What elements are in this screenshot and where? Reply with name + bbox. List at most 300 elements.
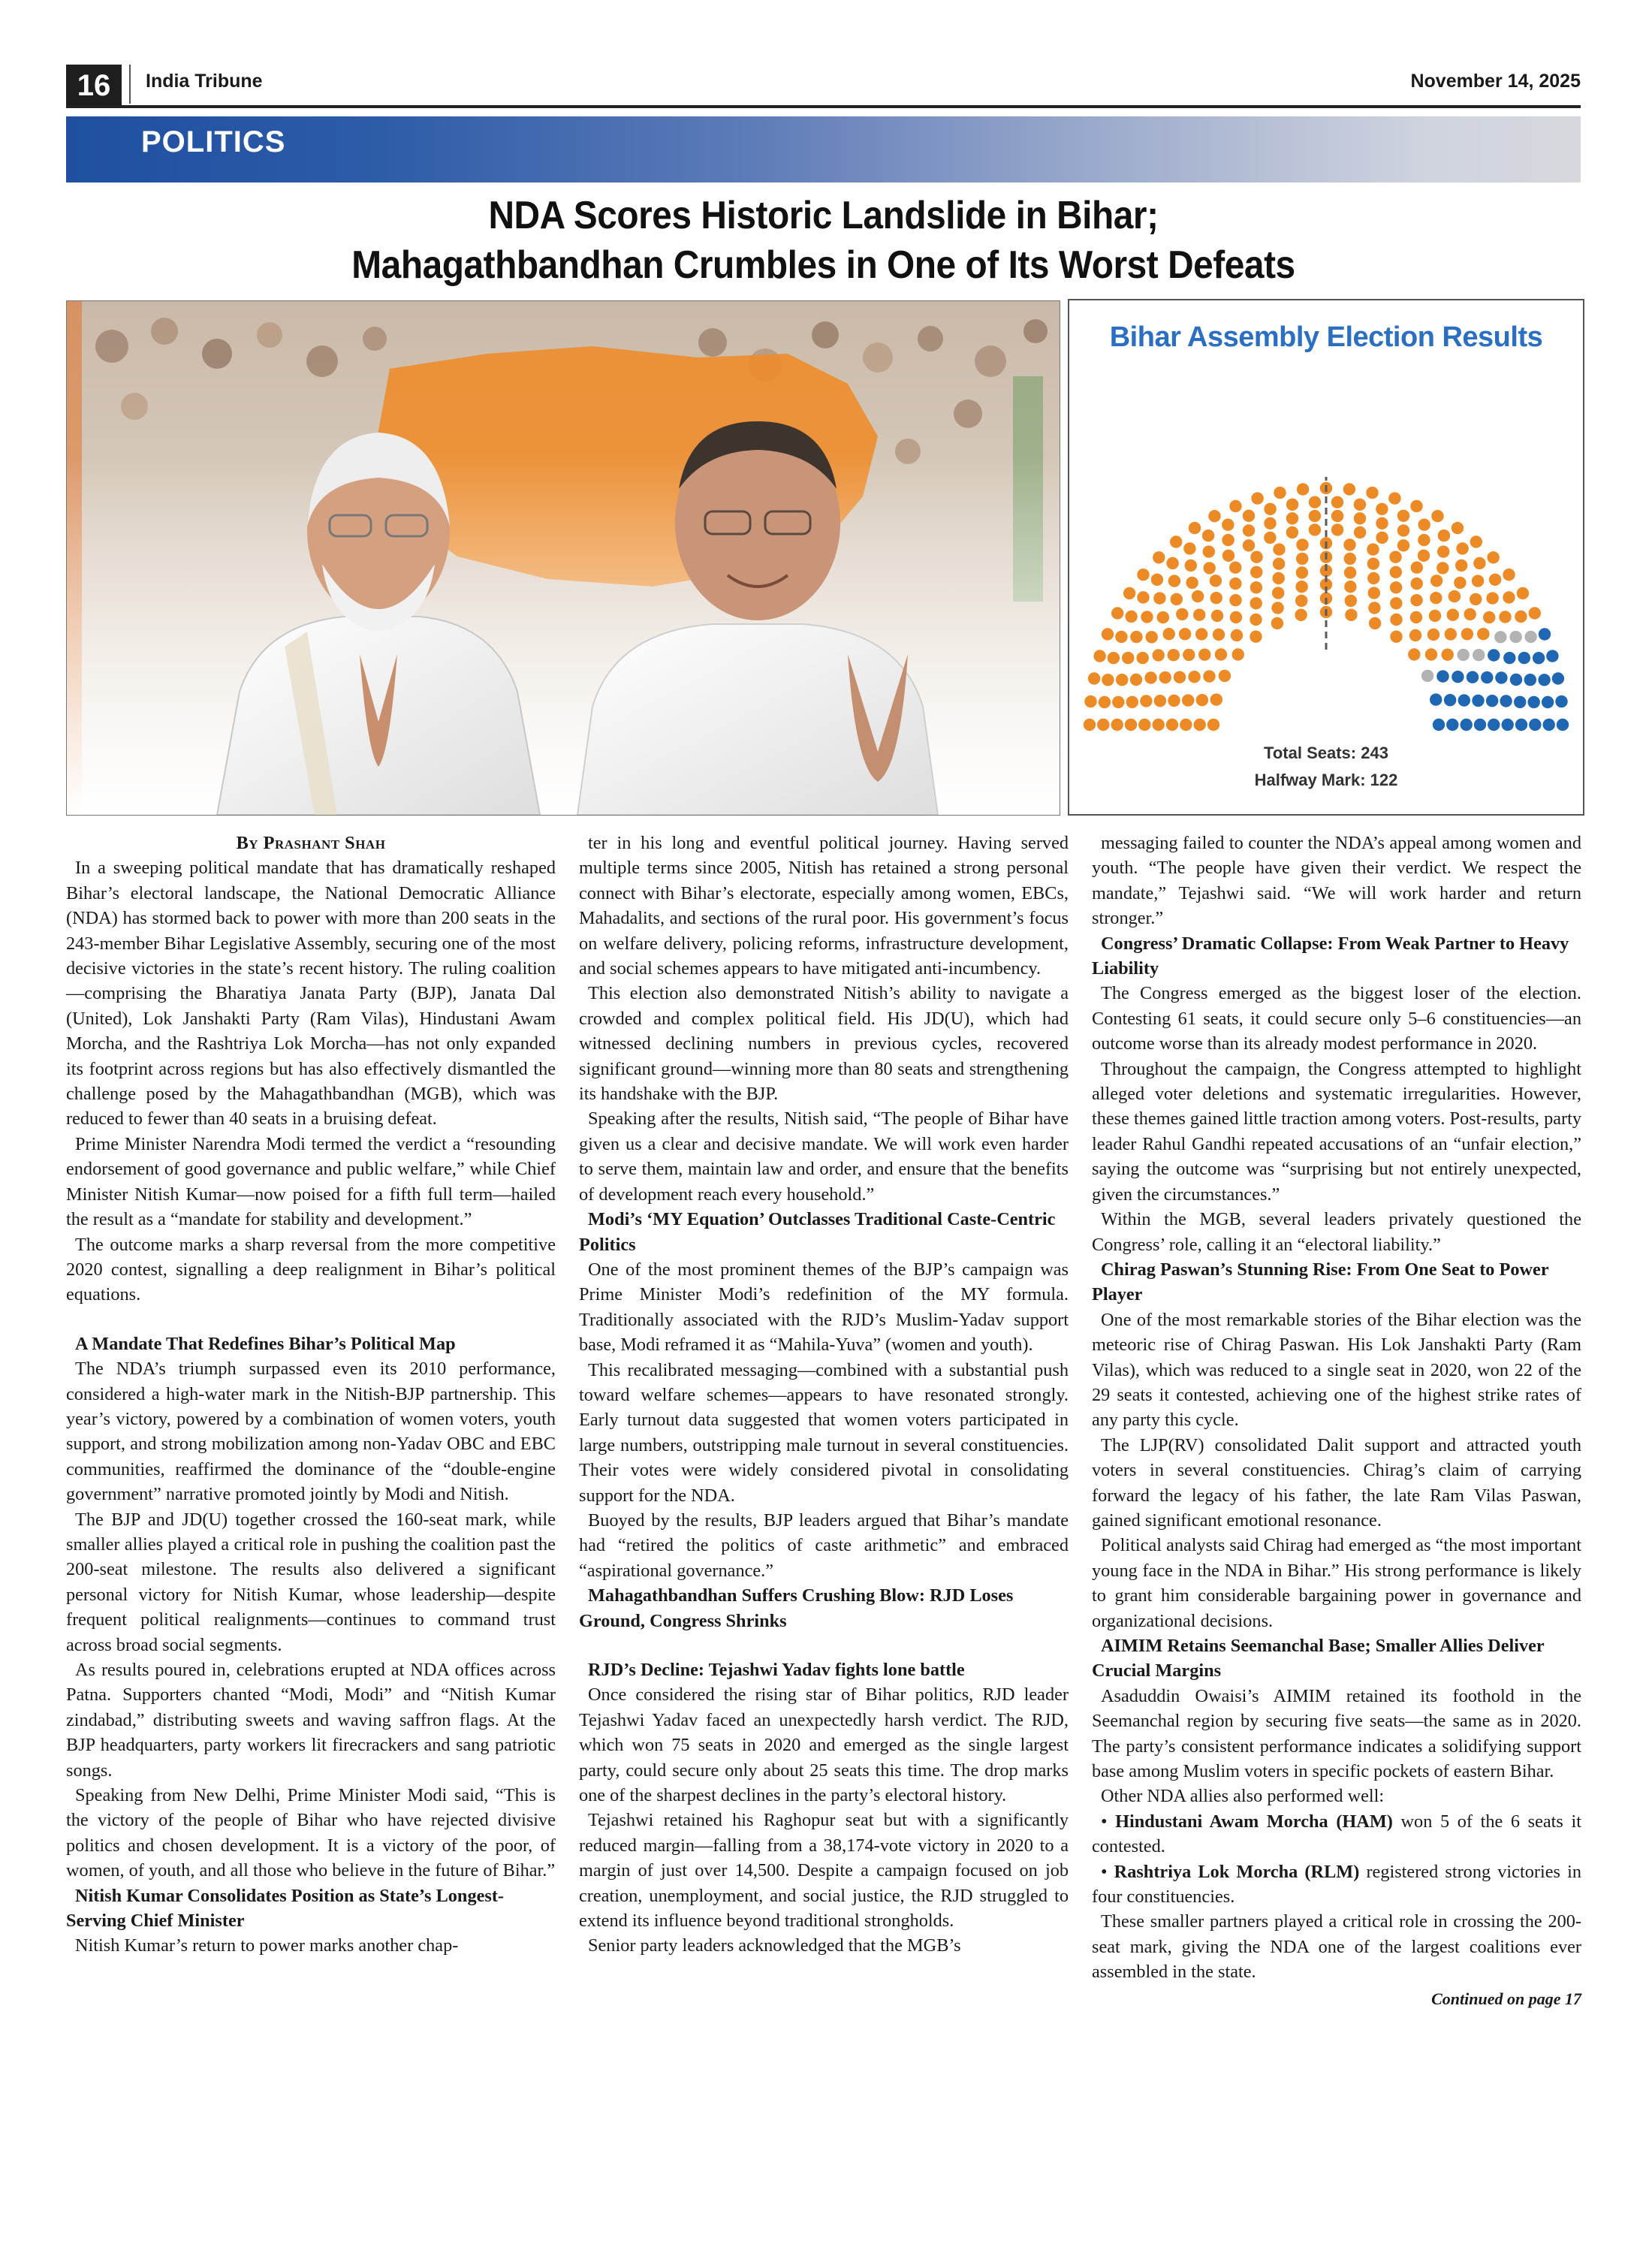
seat-nda xyxy=(1296,538,1308,550)
seat-nda xyxy=(1331,496,1343,508)
seat-nda xyxy=(1115,631,1127,643)
seat-mgb xyxy=(1452,671,1464,683)
seat-nda xyxy=(1213,629,1225,641)
seat-nda xyxy=(1157,611,1169,623)
seat-nda xyxy=(1243,510,1255,522)
seat-nda xyxy=(1202,529,1214,541)
seat-nda xyxy=(1473,557,1485,569)
seat-mgb xyxy=(1495,671,1507,683)
seat-nda xyxy=(1196,694,1208,706)
bullet-icon: • xyxy=(1101,1861,1114,1882)
paragraph: Speaking from New Delhi, Prime Minister Modi said, “This is the victory of the people of Bihar who have rejected divisive politics and chosen development. It is a victory of the poor, of women, of youth, and all those who believe in the future of Bihar.” xyxy=(66,1785,556,1881)
lead-photo-illustration xyxy=(67,301,1060,815)
seat-mgb xyxy=(1433,719,1445,731)
paragraph: messaging failed to counter the NDA’s appeal among women and youth. “The people have given their verdict. We respect the mandate,” Tejashwi said. “We will work harder and return stronger.” xyxy=(1092,833,1581,929)
chart-total-seats: Total Seats: 243 xyxy=(1264,743,1388,762)
paragraph: The outcome marks a sharp reversal from the more competitive 2020 contest, signalling a deep realignment in Bihar’s political equations. xyxy=(66,1234,556,1305)
seat-nda xyxy=(1397,510,1409,522)
seat-others xyxy=(1524,631,1536,643)
seat-nda xyxy=(1182,694,1194,706)
seat-mgb xyxy=(1500,695,1512,707)
seat-nda xyxy=(1427,629,1439,641)
seat-nda xyxy=(1456,542,1468,554)
seat-nda xyxy=(1185,559,1197,572)
seat-nda xyxy=(1503,591,1515,603)
seat-nda xyxy=(1431,510,1443,522)
seat-nda xyxy=(1146,631,1158,643)
seat-nda xyxy=(1390,614,1402,626)
seat-nda xyxy=(1452,522,1464,534)
paragraph: Tejashwi retained his Raghopur seat but with a significantly reduced margin—falling from a 38,174-vote victory in 2020 to a margin of just over 14,500. Despite a campaign focused on job creation, unemployment, and social justice, the RJD struggled to extend its influence beyond traditional strongholds. xyxy=(579,1810,1069,1932)
seat-nda xyxy=(1168,695,1180,707)
seat-mgb xyxy=(1543,719,1555,731)
seat-mgb xyxy=(1474,719,1486,731)
lead-photo xyxy=(66,300,1060,816)
seat-nda xyxy=(1097,719,1109,731)
publication-date: November 14, 2025 xyxy=(1410,71,1581,92)
seat-mgb xyxy=(1488,649,1500,661)
seat-nda xyxy=(1517,587,1529,599)
seat-nda xyxy=(1449,590,1461,602)
seat-mgb xyxy=(1444,694,1456,706)
seat-mgb xyxy=(1518,652,1530,664)
seat-nda xyxy=(1153,592,1165,604)
seat-nda xyxy=(1429,610,1441,622)
seat-nda xyxy=(1144,671,1156,683)
seat-nda xyxy=(1264,532,1276,544)
seat-nda xyxy=(1295,581,1307,593)
seat-nda xyxy=(1390,581,1402,593)
seat-mgb xyxy=(1430,693,1442,705)
seat-mgb xyxy=(1481,671,1493,683)
seat-nda xyxy=(1368,602,1380,614)
seat-nda xyxy=(1230,611,1242,623)
seat-nda xyxy=(1410,594,1422,606)
seat-nda xyxy=(1084,719,1096,731)
seat-mgb xyxy=(1533,652,1545,664)
seat-nda xyxy=(1425,648,1437,660)
seat-nda xyxy=(1309,510,1321,522)
seat-nda xyxy=(1137,591,1149,603)
seat-nda xyxy=(1122,652,1134,664)
seat-nda xyxy=(1140,695,1152,707)
seat-nda xyxy=(1388,492,1400,504)
seat-nda xyxy=(1189,522,1201,534)
paragraph: Prime Minister Narendra Modi termed the verdict a “resounding endorsement of good governance and public welfare,” while Chief Minister Nitish Kumar—now poised for a fifth full term—hailed the result as a “mandate for stability and development.” xyxy=(66,1133,556,1230)
seat-nda xyxy=(1153,649,1165,661)
seat-nda xyxy=(1410,500,1422,512)
seat-nda xyxy=(1411,562,1423,574)
seat-nda xyxy=(1112,696,1124,708)
seat-nda xyxy=(1437,545,1449,557)
seat-nda xyxy=(1111,719,1123,731)
seat-nda xyxy=(1418,534,1430,546)
seat-mgb xyxy=(1529,719,1541,731)
seat-nda xyxy=(1296,553,1308,565)
paragraph: Asaduddin Owaisi’s AIMIM retained its foothold in the Seemanchal region by securing five seats—the same as in 2020. The party’s consistent performance indicates a solidifying support base among Muslim voters in specific pockets of eastern Bihar. xyxy=(1092,1685,1581,1782)
seat-nda xyxy=(1331,510,1343,522)
seat-nda xyxy=(1454,577,1466,589)
seat-mgb xyxy=(1546,650,1558,662)
bullet-item xyxy=(1092,1809,1581,1859)
seat-mgb xyxy=(1446,719,1458,731)
paragraph: Nitish Kumar’s return to power marks another chap- xyxy=(75,1935,459,1956)
bullet-text: registered strong victories in four constituencies. xyxy=(1092,1861,1581,1908)
subheading: Congress’ Dramatic Collapse: From Weak Partner to Heavy Liability xyxy=(1092,933,1569,979)
seat-nda xyxy=(1166,557,1178,569)
seat-mgb xyxy=(1458,694,1470,706)
seat-nda xyxy=(1366,487,1378,499)
seat-nda xyxy=(1515,611,1527,623)
seat-nda xyxy=(1195,628,1207,640)
seat-nda xyxy=(1486,592,1498,604)
seat-mgb xyxy=(1461,719,1473,731)
bullet-text: won 5 of the 6 seats it contested. xyxy=(1092,1811,1581,1857)
seat-nda xyxy=(1296,566,1308,578)
seat-nda xyxy=(1397,539,1409,551)
seat-nda xyxy=(1166,719,1178,731)
seat-nda xyxy=(1286,499,1298,511)
subheading: RJD’s Decline: Tejashwi Yadav fights lone battle xyxy=(588,1660,965,1680)
seat-nda xyxy=(1229,562,1241,574)
seat-nda xyxy=(1137,569,1149,581)
seat-mgb xyxy=(1542,696,1554,708)
section-banner xyxy=(66,116,1581,182)
parliament-seat-chart xyxy=(1069,300,1583,814)
seat-nda xyxy=(1210,592,1222,604)
paragraph: Speaking after the results, Nitish said, “The people of Bihar have given us a clear and decisive mandate. We will work even harder to serve them, maintain law and order, and ensure that the benefits of development reach every household.” xyxy=(579,1108,1069,1205)
seat-nda xyxy=(1410,611,1422,623)
seat-nda xyxy=(1231,629,1243,641)
seat-nda xyxy=(1153,551,1165,563)
seat-nda xyxy=(1376,503,1388,515)
seat-nda xyxy=(1137,652,1149,664)
seat-nda xyxy=(1204,562,1216,574)
paragraph: The BJP and JD(U) together crossed the 160-seat mark, while smaller allies played a critical role in pushing the coalition past the 200-seat milestone. The results also delivered a significant personal victory for Nitish Kumar, whose leadership—despite frequent political realignments—continues to command trust across broad social segments. xyxy=(66,1509,556,1655)
seat-nda xyxy=(1222,519,1234,531)
seat-nda xyxy=(1354,499,1366,511)
paragraph: The LJP(RV) consolidated Dalit support and attracted youth voters in several constituencies. Chirag’s claim of carrying forward the legacy of his father, the late Ram Vilas Paswan, gained significant emotional resonance. xyxy=(1092,1434,1581,1531)
seat-nda xyxy=(1447,609,1459,621)
paragraph: Political analysts said Chirag had emerged as “the most important young face in the NDA in Bihar.” His strong performance is likely to grant him considerable bargaining power in governance and organizational decisions. xyxy=(1092,1535,1581,1631)
headline xyxy=(127,191,1521,290)
seat-nda xyxy=(1229,594,1241,606)
subheading: AIMIM Retains Seemanchal Base; Smaller Allies Deliver Crucial Margins xyxy=(1092,1636,1545,1681)
chart-title: Bihar Assembly Election Results xyxy=(1109,321,1543,353)
seat-others xyxy=(1421,670,1433,682)
seat-nda xyxy=(1232,648,1244,660)
seat-nda xyxy=(1138,719,1150,731)
seat-nda xyxy=(1111,607,1123,619)
seat-nda xyxy=(1470,535,1482,547)
seat-nda xyxy=(1461,628,1473,640)
seat-nda xyxy=(1170,535,1182,547)
seat-nda xyxy=(1141,611,1153,623)
seat-nda xyxy=(1250,581,1262,593)
seat-nda xyxy=(1376,517,1388,529)
article-column-2 xyxy=(579,831,1069,1959)
seat-nda xyxy=(1499,611,1511,623)
paragraph: Other NDA allies also performed well: xyxy=(1101,1786,1385,1807)
article-column-3 xyxy=(1092,831,1581,2011)
paragraph: This election also demonstrated Nitish’s ability to navigate a crowded and complex political field. His JD(U), which had witnessed declining numbers in previous cycles, recovered significant ground—winning more than 80 seats and strengthening its handshake with the BJP. xyxy=(579,983,1069,1105)
seat-nda xyxy=(1168,575,1180,587)
seat-nda xyxy=(1503,569,1515,581)
paragraph: In a sweeping political mandate that has dramatically reshaped Bihar’s electoral landscape, the National Democratic Alliance (NDA) has stormed back to power with more than 200 seats in the 243-member Bihar Legislative Assembly, securing one of the most decisive victories in the state’s recent history. The ruling coalition—comprising the Bharatiya Janata Party (BJP), Janata Dal (United), Lok Janshakti Party (Ram Vilas), Hindustani Awam Morcha, and the Rashtriya Lok Morcha—has not only expanded its footprint across regions but has also effectively dismantled the challenge posed by the Mahagathbandhan (MGB), which was reduced to fewer than 40 seats in a bruising defeat. xyxy=(66,858,556,1130)
seat-mgb xyxy=(1486,695,1498,707)
seat-nda xyxy=(1188,671,1200,683)
seat-mgb xyxy=(1524,674,1536,686)
seat-nda xyxy=(1367,543,1379,555)
seat-nda xyxy=(1222,534,1234,546)
seat-nda xyxy=(1483,611,1495,623)
seat-nda xyxy=(1171,593,1183,605)
seat-nda xyxy=(1229,578,1241,590)
seat-nda xyxy=(1250,597,1262,609)
seat-nda xyxy=(1250,631,1262,643)
paragraph-gap xyxy=(66,1307,556,1332)
paragraph-gap xyxy=(579,1633,1069,1657)
seat-nda xyxy=(1116,674,1128,686)
seat-nda xyxy=(1273,543,1285,555)
seat-nda xyxy=(1179,628,1191,640)
seat-nda xyxy=(1208,510,1220,522)
paragraph: As results poured in, celebrations erupted at NDA offices across Patna. Supporters chanted “Modi, Modi” and “Nitish Kumar zindabad,” distributing sweets and waving saffron flags. At the BJP headquarters, party workers lit firecrackers and sang patriotic songs. xyxy=(66,1660,556,1781)
seat-mgb xyxy=(1552,672,1564,684)
header-rule xyxy=(66,105,1581,108)
page-number: 16 xyxy=(66,65,122,107)
seat-nda xyxy=(1174,671,1186,683)
seat-nda xyxy=(1438,529,1450,541)
seat-nda xyxy=(1125,719,1137,731)
paragraph: ter in his long and eventful political journey. Having served multiple terms since 2005, Nitish has retained a strong personal connect with Bihar’s electorate, especially among women, EBCs, Mahadalits, and sections of the rural poor. His government’s focus on welfare delivery, policing reforms, infrastructure development, and social schemes appears to have mitigated anti-incumbency. xyxy=(579,833,1069,979)
subheading: Mahagathbandhan Suffers Crushing Blow: RJD Loses Ground, Congress Shrinks xyxy=(579,1585,1014,1631)
seat-nda xyxy=(1203,545,1215,557)
seat-nda xyxy=(1229,500,1241,512)
seat-nda xyxy=(1153,719,1165,731)
seat-nda xyxy=(1430,592,1442,604)
seat-nda xyxy=(1389,551,1401,563)
seat-mgb xyxy=(1557,719,1569,731)
seat-nda xyxy=(1186,577,1198,589)
seat-nda xyxy=(1345,595,1357,607)
bullet-item xyxy=(1092,1859,1581,1910)
seat-nda xyxy=(1274,487,1286,499)
seat-nda xyxy=(1264,503,1276,515)
article-column-1 xyxy=(66,831,556,1959)
seat-nda xyxy=(1477,628,1489,640)
paragraph: Senior party leaders acknowledged that the MGB’s xyxy=(588,1935,961,1956)
seat-nda xyxy=(1295,609,1307,621)
seat-nda xyxy=(1084,695,1096,707)
seat-nda xyxy=(1286,526,1298,538)
seat-nda xyxy=(1344,566,1356,578)
seat-mgb xyxy=(1502,719,1514,731)
seat-nda xyxy=(1210,693,1222,705)
seat-others xyxy=(1494,631,1506,643)
seat-nda xyxy=(1125,611,1137,623)
seat-nda xyxy=(1163,628,1175,640)
seat-nda xyxy=(1250,614,1262,626)
paragraph: The Congress emerged as the biggest loser of the election. Contesting 61 seats, it could secure only 5–6 constituencies—an outcome worse than its already modest performance in 2020. xyxy=(1092,983,1581,1054)
seat-nda xyxy=(1203,670,1215,682)
seat-nda xyxy=(1529,607,1541,619)
seat-nda xyxy=(1198,649,1210,661)
seat-nda xyxy=(1354,526,1366,538)
seat-nda xyxy=(1442,649,1454,661)
bullet-label: Hindustani Awam Morcha (HAM) xyxy=(1115,1811,1393,1832)
seat-nda xyxy=(1470,593,1482,605)
section-label: POLITICS xyxy=(141,125,286,158)
seat-nda xyxy=(1159,671,1171,683)
seat-nda xyxy=(1345,609,1357,621)
seat-others xyxy=(1458,649,1470,661)
seat-nda xyxy=(1215,648,1227,660)
seat-nda xyxy=(1211,610,1223,622)
seat-nda xyxy=(1344,581,1356,593)
seat-nda xyxy=(1093,650,1105,662)
seat-nda xyxy=(1409,629,1421,641)
seat-nda xyxy=(1250,551,1262,563)
seat-nda xyxy=(1180,719,1192,731)
seat-nda xyxy=(1251,492,1263,504)
seat-mgb xyxy=(1515,719,1527,731)
seat-nda xyxy=(1472,575,1484,587)
seat-mgb xyxy=(1472,695,1484,707)
seat-nda xyxy=(1445,628,1457,640)
headline-line-1: NDA Scores Historic Landslide in Bihar; xyxy=(488,194,1159,237)
seat-nda xyxy=(1194,719,1206,731)
seat-nda xyxy=(1488,551,1500,563)
seat-nda xyxy=(1408,648,1420,660)
chart-halfway-mark: Halfway Mark: 122 xyxy=(1254,771,1398,789)
seat-nda xyxy=(1390,631,1402,643)
seat-nda xyxy=(1411,578,1423,590)
seat-mgb xyxy=(1510,674,1522,686)
seat-nda xyxy=(1418,519,1430,531)
seat-nda xyxy=(1193,609,1205,621)
seat-nda xyxy=(1243,539,1255,551)
seat-mgb xyxy=(1436,670,1449,682)
seat-nda xyxy=(1397,524,1409,536)
seat-nda xyxy=(1126,696,1138,708)
seat-nda xyxy=(1272,587,1284,599)
seat-nda xyxy=(1369,617,1381,629)
seat-nda xyxy=(1168,649,1180,661)
seat-nda xyxy=(1418,550,1430,562)
paragraph: Throughout the campaign, the Congress attempted to highlight alleged voter deletions and systematic irregularities. However, these themes gained little traction among voters. Post-results, party leader Rahul Gandhi repeated accusations of an “unfair election,” saying the outcome was “surprising but not entirely unexpected, given the circumstances.” xyxy=(1092,1058,1581,1205)
seat-mgb xyxy=(1538,674,1550,686)
election-results-chart xyxy=(1068,299,1584,816)
seat-nda xyxy=(1354,512,1366,524)
seat-nda xyxy=(1464,608,1476,620)
seat-nda xyxy=(1176,608,1188,620)
seat-nda xyxy=(1108,652,1120,664)
seat-mgb xyxy=(1503,652,1515,664)
seat-nda xyxy=(1295,595,1307,607)
seat-nda xyxy=(1368,587,1380,599)
seat-nda xyxy=(1343,538,1355,550)
seat-mgb xyxy=(1488,719,1500,731)
seat-nda xyxy=(1207,719,1219,731)
seat-nda xyxy=(1154,695,1166,707)
seat-nda xyxy=(1367,558,1379,570)
seat-nda xyxy=(1367,572,1379,584)
seat-nda xyxy=(1130,674,1142,686)
paragraph: Once considered the rising star of Bihar politics, RJD leader Tejashwi Yadav faced an unexpectedly harsh verdict. The RJD, which won 75 seats in 2020 and emerged as the single largest party, could secure only about 25 seats this time. The drop marks one of the sharpest declines in the party’s electoral history. xyxy=(579,1684,1069,1806)
seat-nda xyxy=(1273,558,1285,570)
paragraph: Buoyed by the results, BJP leaders argued that Bihar’s mandate had “retired the politics of caste arithmetic” and embraced “aspirational governance.” xyxy=(579,1510,1069,1581)
seat-mgb xyxy=(1467,671,1479,683)
seat-nda xyxy=(1183,542,1195,554)
seat-nda xyxy=(1192,590,1204,602)
seat-nda xyxy=(1309,496,1321,508)
paragraph: One of the most remarkable stories of the Bihar election was the meteoric rise of Chirag Paswan. His Lok Janshakti Party (Ram Vilas), which was reduced to a single seat in 2020, won 22 of the 29 seats it contested, achieving one of the highest strike rates of any party this cycle. xyxy=(1092,1309,1581,1431)
subheading: Modi’s ‘MY Equation’ Outclasses Traditional Caste-Centric Politics xyxy=(579,1209,1056,1255)
seat-nda xyxy=(1390,597,1402,609)
seat-nda xyxy=(1430,575,1442,587)
seat-nda xyxy=(1309,523,1321,535)
seat-nda xyxy=(1102,628,1114,640)
paragraph: These smaller partners played a critical role in crossing the 200-seat mark, giving the NDA one of the largest coalitions ever assembled in the state. xyxy=(1092,1911,1581,1983)
seat-nda xyxy=(1344,553,1356,565)
seat-nda xyxy=(1088,672,1100,684)
seat-nda xyxy=(1297,483,1309,495)
seat-nda xyxy=(1390,566,1402,578)
seat-nda xyxy=(1219,670,1231,682)
seat-mgb xyxy=(1514,696,1526,708)
seat-nda xyxy=(1376,532,1388,544)
seat-nda xyxy=(1183,649,1195,661)
seat-nda xyxy=(1343,483,1355,495)
seat-nda xyxy=(1455,559,1467,572)
seat-nda xyxy=(1130,631,1142,643)
seat-nda xyxy=(1271,617,1283,629)
seat-nda xyxy=(1222,550,1234,562)
bullet-label: Rashtriya Lok Morcha (RLM) xyxy=(1114,1861,1360,1882)
seat-nda xyxy=(1210,575,1222,587)
headline-line-2: Mahagathbandhan Crumbles in One of Its Worst Defeats xyxy=(351,243,1295,287)
paragraph: Within the MGB, several leaders privately questioned the Congress’ role, calling it an “electoral liability.” xyxy=(1092,1209,1581,1255)
bullet-icon: • xyxy=(1101,1811,1116,1832)
seat-mgb xyxy=(1555,695,1567,707)
seat-nda xyxy=(1250,566,1262,578)
seat-mgb xyxy=(1528,696,1540,708)
seat-nda xyxy=(1099,696,1111,708)
seat-nda xyxy=(1271,602,1283,614)
seat-others xyxy=(1473,649,1485,661)
seat-nda xyxy=(1123,587,1135,599)
seat-nda xyxy=(1286,512,1298,524)
byline: By Prashant Shah xyxy=(236,833,386,853)
seat-nda xyxy=(1489,574,1501,586)
paragraph: One of the most prominent themes of the BJP’s campaign was Prime Minister Modi’s redefinition of the MY formula. Traditionally associated with the RJD’s Muslim-Yadav support base, Modi reframed it as “Mahila-Yuva” (women and youth). xyxy=(579,1259,1069,1356)
publication-name: India Tribune xyxy=(146,71,263,92)
seat-nda xyxy=(1273,572,1285,584)
seat-mgb xyxy=(1539,628,1551,640)
header-divider xyxy=(129,65,131,104)
subheading: Chirag Paswan’s Stunning Rise: From One Seat to Power Player xyxy=(1092,1259,1549,1305)
seat-nda xyxy=(1264,517,1276,529)
paragraph: This recalibrated messaging—combined with a substantial push toward welfare schemes—appears to have resonated strongly. Early turnout data suggested that women voters participated in large numbers, outstripping male turnout in several constituencies. Their votes were widely considered pivotal in consolidating support for the NDA. xyxy=(579,1359,1069,1506)
continued-note: Continued on page 17 xyxy=(1431,1989,1581,2008)
subheading: Nitish Kumar Consolidates Position as State’s Longest-Serving Chief Minister xyxy=(66,1885,505,1932)
paragraph: The NDA’s triumph surpassed even its 2010 performance, considered a high-water mark in the Nitish-BJP partnership. This year’s victory, powered by a combination of women voters, youth support, and strong mobilization among non-Yadav OBC and EBC communities, reaffirmed the dominance of the “double-engine government” narrative promoted jointly by Modi and Nitish. xyxy=(66,1359,556,1505)
seat-nda xyxy=(1102,674,1114,686)
seat-nda xyxy=(1331,523,1343,535)
subheading: A Mandate That Redefines Bihar’s Political Map xyxy=(75,1333,456,1354)
seat-others xyxy=(1509,631,1521,643)
